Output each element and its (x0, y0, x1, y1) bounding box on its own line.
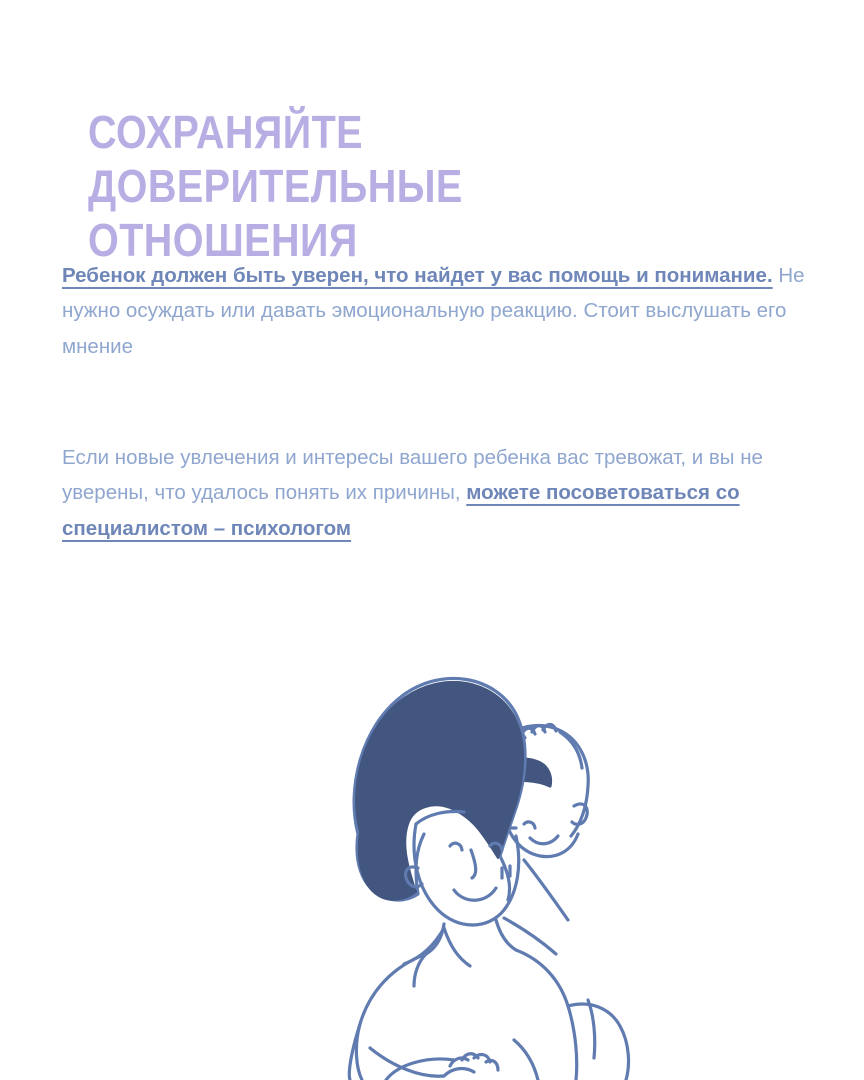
paragraph-1 (62, 258, 822, 364)
paragraph-2-before: Если новые увлечения и интересы вашего ребенка вас тревожат, и вы не уверены, что удалось понять их причины, (62, 446, 763, 505)
paragraph-2-highlight: можете посоветоваться со специалистом – психологом (62, 481, 740, 540)
illustration-mother-and-child (238, 628, 658, 1080)
page-title: СОХРАНЯЙТЕ ДОВЕРИТЕЛЬНЫЕ ОТНОШЕНИЯ (88, 105, 463, 267)
illustration-svg (238, 628, 658, 1080)
paragraph-1-lead: Ребенок должен быть уверен, что найдет у вас помощь и понимание. (62, 264, 773, 287)
paragraph-1-rest: Не нужно осуждать или давать эмоциональную реакцию. Стоит выслушать его мнение (62, 264, 805, 358)
paragraph-2 (62, 440, 822, 546)
